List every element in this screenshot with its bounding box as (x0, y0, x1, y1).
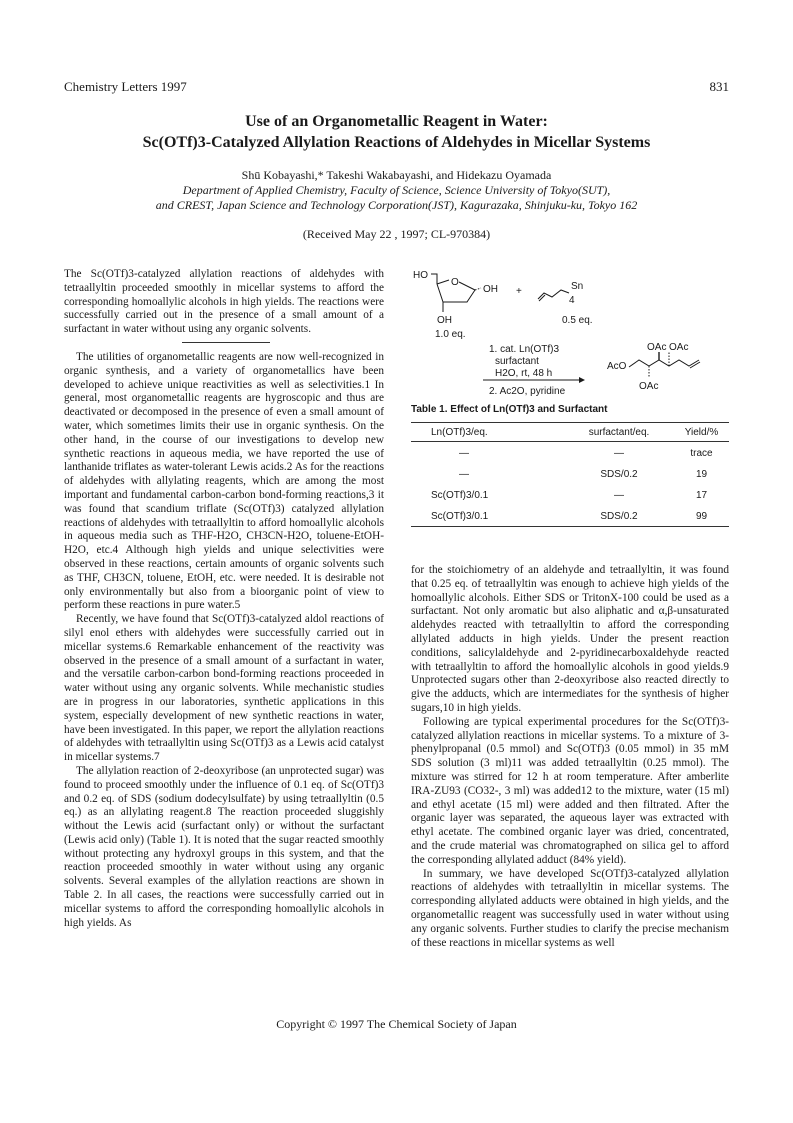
page-number: 831 (709, 79, 729, 94)
scheme-eq-2: 0.5 eq. (562, 315, 593, 326)
bond-line (437, 280, 449, 284)
header-cell: Ln(OTf)3/eq. (411, 423, 564, 442)
condition-3: H2O, rt, 48 h (495, 368, 553, 379)
body-left-column (64, 351, 384, 930)
product-oac-3: OAc (639, 381, 659, 392)
table-caption (411, 404, 608, 415)
table-cell: trace (690, 447, 713, 459)
title-line-1: Use of an Organometallic Reagent in Water: (245, 113, 548, 130)
table-cell: 99 (674, 505, 729, 527)
table-header-row (411, 423, 729, 442)
product-oac-1: OAc (647, 342, 667, 353)
table-cell: — (459, 468, 469, 480)
reaction-scheme (411, 266, 729, 398)
condition-1: 1. cat. Ln(OTf)3 (489, 344, 560, 355)
authors: Shū Kobayashi,* Takeshi Wakabayashi, and Hidekazu Oyamada (241, 168, 552, 182)
article-title (64, 111, 729, 153)
received-date: (Received May 22 , 1997; CL-970384) (302, 227, 491, 241)
product-aco: AcO (607, 361, 627, 372)
table-cell: Sc(OTf)3/0.1 (431, 489, 489, 501)
scheme-oh-bottom: OH (437, 315, 452, 326)
table-cell: — (459, 447, 469, 459)
table-row (411, 484, 729, 505)
table-cell: — (614, 489, 624, 501)
arrow-head (579, 377, 585, 383)
table-cell: SDS/0.2 (600, 468, 638, 480)
table-cell: Sc(OTf)3/0.1 (411, 505, 564, 527)
double-bond (539, 295, 545, 301)
bond-line (431, 274, 437, 284)
product-oac-2: OAc (669, 342, 689, 353)
affiliation-line-2: and CREST, Japan Science and Technology Corporation(JST), Kagurazaka, Shinjuku-ku, Tokyo 162 (155, 198, 638, 212)
condition-2: surfactant (495, 356, 539, 367)
header-cell: Yield/% (674, 423, 729, 442)
paragraph: In summary, we have developed Sc(OTf)3-catalyzed allylation reactions of aldehydes with tetraallyltin in micellar systems. The corresponding allylated adducts were obtained in high yields, and the organometallic reagent was successfully used in water without using any organic solvents. Further studies to clarify the precise mechanism of these reactions in micellar systems as well (411, 867, 729, 949)
scheme-ring-o: O (451, 277, 459, 288)
table-cell: — (614, 447, 624, 459)
abstract-text: The Sc(OTf)3-catalyzed allylation reactions of aldehydes with tetraallyltin proceeded smoothly in micellar systems to afford the corresponding homoallylic alcohols in high yields. The reactions were successfully carried out in the presence of a small amount of a surfactant in water without using any organic solvents. (64, 268, 384, 336)
scheme-eq-1: 1.0 eq. (435, 329, 466, 340)
abstract (64, 268, 384, 337)
scheme-sn: Sn (571, 281, 584, 292)
scheme-ho-label: HO (413, 270, 428, 281)
copyright-notice: Copyright © 1997 The Chemical Society of Japan (276, 1017, 517, 1031)
table-row (411, 463, 729, 484)
paragraph: Following are typical experimental procedures for the Sc(OTf)3-catalyzed allylation reactions in micellar systems. To a mixture of 3-phenylpropanal (0.5 mmol) and Sc(OTf)3 (0.05 mmol) in 35 mM SDS solution (3 ml)11 was added tetraallyltin (0.25 mmol). The mixture was stirred for 12 h at room temperature. After amberlite IRA-ZU93 (CO32-, 3 ml) was added12 to the mixture, water (15 ml) and ethyl acetate (15 ml) were added and then filtrated. After the organic layer was separated, the aqueous layer was extracted with ethyl acetate. The combined organic layer was dried, concentrated, and the crude material was chromatographed on silica gel to afford the corresponding allylated adduct (84% yield). (411, 715, 729, 866)
scheme-oh-right: OH (483, 284, 498, 295)
affiliation-line-1: Department of Applied Chemistry, Faculty of Science, Science University of Tokyo(SUT), (182, 183, 611, 197)
header-cell: surfactant/eq. (564, 423, 674, 442)
table-row (411, 442, 729, 464)
table-cell: SDS/0.2 (564, 505, 674, 527)
scheme-plus: + (516, 286, 522, 297)
title-line-2: Sc(OTf)3-Catalyzed Allylation Reactions of Aldehydes in Micellar Systems (142, 134, 651, 151)
table-cell: 17 (695, 489, 708, 501)
abstract-divider (182, 342, 270, 343)
table-caption-text: Table 1. Effect of Ln(OTf)3 and Surfactant (411, 404, 608, 415)
table-row (411, 505, 729, 527)
condition-4: 2. Ac2O, pyridine (489, 386, 566, 397)
bond-line (475, 288, 481, 290)
paragraph: Recently, we have found that Sc(OTf)3-catalyzed aldol reactions of silyl enol ethers with aldehydes were successfully carried out in micellar systems.6 Remarkable enhancement of the reactivity was observed in the presence of a small amount of a surfactant in water, and the versatile carbon-carbon bond-forming reactions proceeded in water without using any organic solvents. While mechanistic studies are in progress in our laboratories, synthetic applications in this system, especially development of new synthetic reactions in water, have been investigated. In this paper, we report the allylation reactions of aldehydes with tetraallyltin using Sc(OTf)3 as a Lewis acid catalyst in micellar systems.7 (64, 613, 384, 764)
product-chain (629, 360, 699, 367)
table-cell: 19 (695, 468, 708, 480)
paragraph: for the stoichiometry of an aldehyde and tetraallyltin, it was found that 0.25 eq. of tetraallyltin was enough to achieve high yields of the homoallylic alcohols. Either SDS or TritonX-100 could be used as a surfactant. Not only aromatic but also aliphatic and α,β-unsaturated aldehydes reacted with tetraallyltin to afford the corresponding allylated adducts in high yields. Under the present reaction conditions, salicylaldehyde and 2-pyridinecarboxaldehyde reacted with tetraallyltin to afford the homoallylic alcohols in good yields.9 Unprotected sugars other than 2-deoxyribose also reacted directly to give the adducts, which are intermediates for the synthesis of higher sugars,10 in high yields. (411, 564, 729, 714)
affiliation (64, 183, 729, 213)
paragraph: The allylation reaction of 2-deoxyribose (an unprotected sugar) was found to proceed smoothly under the influence of 0.1 eq. of Sc(OTf)3 and 0.2 eq. of SDS (sodium dodecylsulfate) by using tetraallyltin (0.5 eq.) as an allylating reagent.8 The reaction proceeded sluggishly without the Lewis acid (surfactant only) or without the surfactant (Lewis acid only) (Table 1). It is noted that the sugar reacted smoothly without protecting any hydroxyl groups in this system, and that the reaction proceeded smoothly in water without using any organic solvents. Several examples of the allylation reactions are shown in Table 2. In all cases, the reactions were successfully carried out in micellar systems to afford the corresponding homoallylic alcohols in high yields. As (64, 764, 384, 929)
body-right-column (411, 564, 729, 950)
journal-name: Chemistry Letters 1997 (64, 79, 187, 94)
scheme-sub-4: 4 (569, 295, 575, 306)
results-table (411, 422, 729, 527)
paragraph: The utilities of organometallic reagents are now well-recognized in organic synthesis, and a variety of organometallics have been developed to achieve unique reactivities as well as selectivities.1 In general, most organometallic reagents are hygroscopic and thus are deactivated or decomposed in the presence of even a small amount of water, which sometimes limits their use in organic synthesis. On the other hand, in the course of our investigations to develop new synthetic reactions in aqueous media, we have reported the use of lanthanide triflates as water-tolerant Lewis acids.2 As for the reactions of aldehydes with allylating reagents, which are among the most important and fundamental carbon-carbon bond-forming reactions,3 it was found that scandium triflate (Sc(OTf)3) catalyzed allylation reactions of aldehydes with tetraallyltin to afford homoallylic alcohols in aqueous media such as THF-H2O, CH3CN-H2O, toluene-EtOH-H2O, etc.4 Although high yields and unique selectivities were observed in these reactions, certain amounts of organic solvents such as THF, CH3CN, toluene, EtOH, etc. were needed. It is desirable not only environmentally but also from a bioorganic point of view to perform these reactions in pure water.5 (64, 351, 384, 612)
